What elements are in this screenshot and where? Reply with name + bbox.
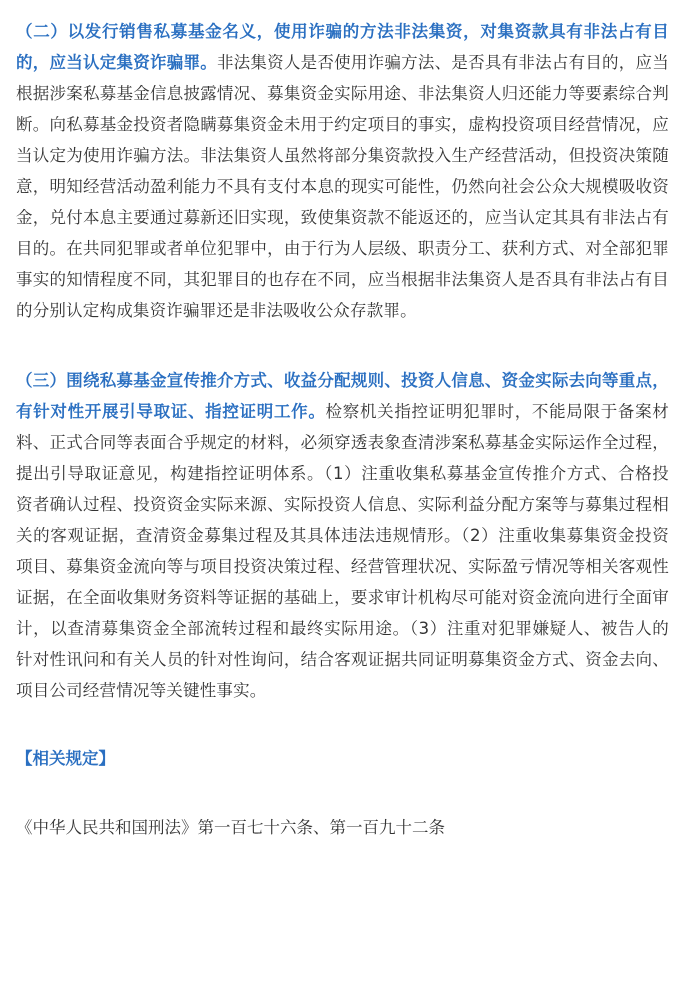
paragraph-body-text: 非法集资人是否使用诈骗方法、是否具有非法占有目的，应当根据涉案私募基金信息披露情况、募集资金实际用途、非法集资人归还能力等要素综合判断。向私募基金投资者隐瞒募集资金未用于约定项目的事实，虚构投资项目经营情况，应当认定为使用诈骗方法。非法集资人虽然将部分集资款投入生产经营活动，但投资决策随意，明知经营活动盈利能力不具有支付本息的现实可能性，仍然向社会公众大规模吸收资金，兑付本息主要通过募新还旧实现，致使集资款不能返还的，应当认定其具有非法占有目的。在共同犯罪或者单位犯罪中，由于行为人层级、职责分工、获利方式、对全部犯罪事实的知情程度不同，其犯罪目的也存在不同，应当根据非法集资人是否具有非法占有目的分别认定构成集资诈骗罪还是非法吸收公众存款罪。 (16, 53, 669, 320)
paragraph-lead-highlight: （三）围绕私募基金宣传推介方式、收益分配规则、投资人信息、资金实际去向等重点，有针对性开展引导取证、指控证明工作。 (16, 371, 669, 421)
paragraph-evidence-guidance (16, 365, 669, 706)
related-regulations-heading: 【相关规定】 (16, 749, 115, 768)
paragraph-lead-highlight: （二）以发行销售私募基金名义，使用诈骗的方法非法集资，对集资款具有非法占有目的，应当认定集资诈骗罪。 (16, 22, 669, 72)
paragraph-fundraising-fraud (16, 16, 669, 326)
paragraph-body-text: 检察机关指控证明犯罪时，不能局限于备案材料、正式合同等表面合乎规定的材料，必须穿透表象查清涉案私募基金实际运作全过程，提出引导取证意见，构建指控证明体系。（1）注重收集私募基金宣传推介方式、合格投资者确认过程、投资资金实际来源、实际投资人信息、实际利益分配方案等与募集过程相关的客观证据，查清资金募集过程及其具体违法违规情形。（2）注重收集募集资金投资项目、募集资金流向等与项目投资决策过程、经营管理状况、实际盈亏情况等相关客观性证据，在全面收集财务资料等证据的基础上，要求审计机构尽可能对资金流向进行全面审计，以查清募集资金全部流转过程和最终实际用途。（3）注重对犯罪嫌疑人、被告人的针对性讯问和有关人员的针对性询问，结合客观证据共同证明募集资金方式、资金去向、项目公司经营情况等关键性事实。 (16, 402, 669, 700)
criminal-law-reference: 《中华人民共和国刑法》第一百七十六条、第一百九十二条 (16, 818, 445, 837)
